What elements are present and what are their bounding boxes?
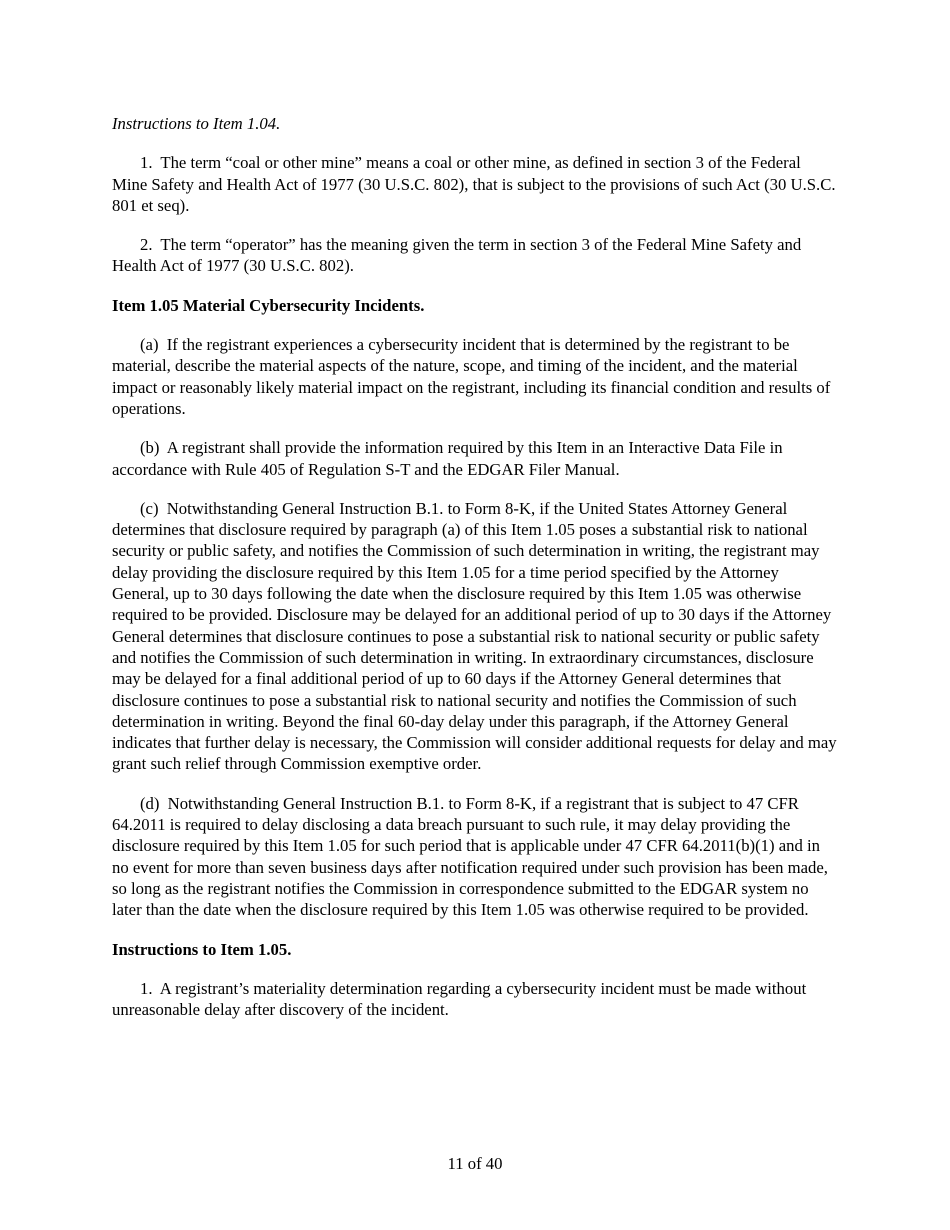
instruction-105-item-1 xyxy=(112,978,840,1021)
paragraph-text: If the registrant experiences a cybersecurity incident that is determined by the registrant to be material, describe the material aspects of the nature, scope, and timing of the incident, and the material impact or reasonably likely material impact on the registrant, including its financial condition and results of operations. xyxy=(112,335,831,418)
page-number: 11 of 40 xyxy=(447,1154,503,1173)
instruction-label: 1. xyxy=(140,153,153,173)
paragraph-label: (c) xyxy=(140,498,159,518)
paragraph-text: Notwithstanding General Instruction B.1. to Form 8-K, if the United States Attorney General determines that disclosure required by paragraph (a) of this Item 1.05 poses a substantial risk to national security or public safety, and notifies the Commission of such determination in writing, the registrant may delay providing the disclosure required by this Item 1.05 for a time period specified by the Attorney General, up to 30 days following the date when the disclosure required by this Item 1.05 was otherwise required to be provided. Disclosure may be delayed for an additional period of up to 30 days if the Attorney General determines that disclosure continues to pose a substantial risk to national security or public safety and notifies the Commission of such determination in writing. In extraordinary circumstances, disclosure may be delayed for a final additional period of up to 60 days if the Attorney General determines that disclosure continues to pose a substantial risk to national security and notifies the Commission of such determination in writing. Beyond the final 60-day delay under this paragraph, if the Attorney General indicates that further delay is necessary, the Commission will consider additional requests for delay and may grant such relief through Commission exemptive order. xyxy=(112,498,837,774)
instruction-text: The term “operator” has the meaning given the term in section 3 of the Federal Mine Safety and Health Act of 1977 (30 U.S.C. 802). xyxy=(112,235,802,276)
item-105-paragraph-c xyxy=(112,498,840,775)
instructions-item-105-heading: Instructions to Item 1.05. xyxy=(112,939,292,959)
paragraph-text: A registrant shall provide the information required by this Item in an Interactive Data File in accordance with Rule 405 of Regulation S-T and the EDGAR Filer Manual. xyxy=(112,438,783,479)
instruction-text: The term “coal or other mine” means a coal or other mine, as defined in section 3 of the Federal Mine Safety and Health Act of 1977 (30 U.S.C. 802), that is subject to the provisions of such Act (30 U.S.C. 801 et seq). xyxy=(112,153,836,215)
document-page xyxy=(112,113,840,1038)
item-105-heading: Item 1.05 Material Cybersecurity Incidents. xyxy=(112,295,425,315)
paragraph-label: (d) xyxy=(140,793,160,813)
item-105-paragraph-b xyxy=(112,437,840,480)
paragraph-text: Notwithstanding General Instruction B.1. to Form 8-K, if a registrant that is subject to 47 CFR 64.2011 is required to delay disclosing a data breach pursuant to such rule, it may delay providing the disclosure required by this Item 1.05 for such period that is applicable under 47 CFR 64.2011(b)(1) and in no event for more than seven business days after notification required under such provision has been made, so long as the registrant notifies the Commission in correspondence submitted to the EDGAR system no later than the date when the disclosure required by this Item 1.05 was otherwise required to be provided. xyxy=(112,793,828,920)
instruction-label: 2. xyxy=(140,235,153,255)
item-105-paragraph-d xyxy=(112,793,840,921)
instructions-item-104-heading: Instructions to Item 1.04. xyxy=(112,114,281,133)
instruction-104-item-1 xyxy=(112,152,840,216)
paragraph-label: (b) xyxy=(140,438,160,458)
paragraph-label: (a) xyxy=(140,335,159,355)
item-105-paragraph-a xyxy=(112,334,840,419)
instruction-text: A registrant’s materiality determination regarding a cybersecurity incident must be made without unreasonable delay after discovery of the incident. xyxy=(112,978,807,1020)
instruction-104-item-2 xyxy=(112,234,840,277)
instruction-label: 1. xyxy=(140,978,153,998)
